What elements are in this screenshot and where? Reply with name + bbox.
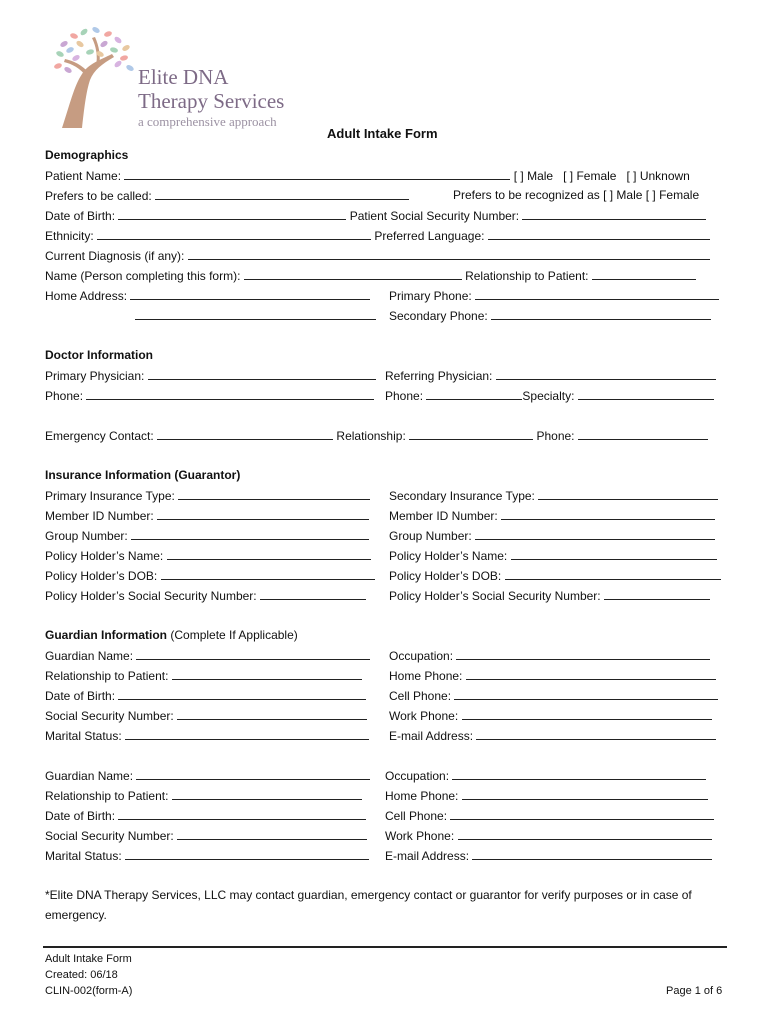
patient-name-input[interactable] [124,168,510,180]
g1-label: Relationship to Patient: [45,669,169,683]
doctor-heading: Doctor Information [45,348,153,362]
ethnicity-input[interactable] [97,228,371,240]
logo-tree-icon [52,24,136,130]
logo-name-line1: Elite DNA [138,65,229,89]
relationship-input[interactable] [592,268,696,280]
emergency-row [45,428,708,444]
primary-physician-label: Primary Physician: [45,369,145,383]
primary-phone-input[interactable] [475,288,719,300]
prefers-recognized[interactable]: Prefers to be recognized as [ ] Male [ ] Female [453,188,700,202]
g2-label: Date of Birth: [45,809,116,823]
ssn-label: Patient Social Security Number: [349,209,520,223]
ins-input[interactable] [604,588,710,600]
g1-label: Date of Birth: [45,689,116,703]
ins-label: Policy Holder’s DOB: [45,569,158,583]
ins-label: Policy Holder’s Name: [389,549,508,563]
ins-label: Secondary Insurance Type: [389,489,535,503]
g1-label: Marital Status: [45,729,122,743]
g1-input[interactable] [125,728,369,740]
secondary-phone-row [389,308,711,324]
note-line1: *Elite DNA Therapy Services, LLC may contact guardian, emergency contact or guarantor for verify purposes or in case of [45,888,692,902]
doctor-phone-input[interactable] [86,388,374,400]
guardian-heading-note: (Complete If Applicable) [170,628,298,642]
ins-right-3 [389,548,717,564]
dob-row [45,208,706,224]
g1-right-2 [389,688,718,704]
g2-left-4 [45,848,369,864]
completing-row [45,268,696,284]
ins-label: Member ID Number: [389,509,498,523]
g1-left-1 [45,668,362,684]
ins-input[interactable] [475,528,715,540]
language-label: Preferred Language: [374,229,485,243]
ins-left-5 [45,588,366,604]
doctor-phone-row [45,388,374,404]
note-line2: emergency. [45,908,107,922]
home-address-input-line2[interactable] [135,308,376,320]
home-address-input[interactable] [130,288,370,300]
language-input[interactable] [488,228,710,240]
g2-label: Cell Phone: [385,809,448,823]
emergency-contact-label: Emergency Contact: [45,429,154,443]
ssn-input[interactable] [522,208,706,220]
ins-right-1 [389,508,715,524]
emergency-phone-label: Phone: [536,429,575,443]
primary-phone-row [389,288,719,304]
g2-label: Occupation: [385,769,450,783]
footer-form-name: Adult Intake Form [45,953,132,965]
g1-input[interactable] [177,708,367,720]
g1-label: Social Security Number: [45,709,174,723]
ins-right-0 [389,488,718,504]
emergency-relationship-label: Relationship: [336,429,406,443]
patient-name-row [45,168,690,184]
g2-label: E-mail Address: [385,849,470,863]
g1-label: Home Phone: [389,669,463,683]
prefers-called-input[interactable] [155,188,409,200]
ethnicity-row [45,228,710,244]
emergency-phone-input[interactable] [578,428,708,440]
secondary-phone-input[interactable] [491,308,711,320]
g2-right-4 [385,848,712,864]
prefers-called-row [45,188,409,204]
g2-label: Social Security Number: [45,829,174,843]
logo-tagline: a comprehensive approach [138,114,277,129]
ins-left-2 [45,528,369,544]
ins-label: Policy Holder’s Name: [45,549,164,563]
g2-left-0 [45,768,370,784]
g2-label: Work Phone: [385,829,455,843]
ins-input[interactable] [131,528,369,540]
diagnosis-input[interactable] [188,248,710,260]
home-address-line2 [135,308,376,324]
g2-right-0 [385,768,706,784]
g1-left-3 [45,708,367,724]
dob-label: Date of Birth: [45,209,116,223]
g2-input[interactable] [177,828,367,840]
completing-input[interactable] [244,268,462,280]
ins-input[interactable] [538,488,718,500]
form-title: Adult Intake Form [327,126,438,141]
completing-label: Name (Person completing this form): [45,269,241,283]
prefers-called-label: Prefers to be called: [45,189,152,203]
primary-phone-label: Primary Phone: [389,289,472,303]
male-checkbox[interactable]: [ ] Male [513,169,554,183]
ins-input[interactable] [157,508,369,520]
emergency-contact-input[interactable] [157,428,333,440]
g1-left-0 [45,648,370,664]
g1-input[interactable] [456,648,710,660]
g1-input[interactable] [454,688,718,700]
g2-label: Home Phone: [385,789,459,803]
g1-right-4 [389,728,716,744]
ins-left-3 [45,548,371,564]
g2-input[interactable] [450,808,714,820]
doctor-phone-label: Phone: [45,389,84,403]
referring-physician-row [385,368,716,384]
demographics-heading: Demographics [45,148,129,162]
ins-label: Member ID Number: [45,509,154,523]
ins-input[interactable] [511,548,717,560]
ins-label: Policy Holder’s Social Security Number: [45,589,257,603]
primary-physician-input[interactable] [148,368,376,380]
g1-label: Cell Phone: [389,689,452,703]
guardian-heading-row [45,628,298,643]
g1-label: Occupation: [389,649,454,663]
g2-input[interactable] [136,768,370,780]
g1-label: Guardian Name: [45,649,134,663]
emergency-relationship-input[interactable] [409,428,533,440]
ins-label: Primary Insurance Type: [45,489,175,503]
logo-name-line2: Therapy Services [138,89,285,113]
g1-right-1 [389,668,716,684]
ins-right-5 [389,588,710,604]
referring-phone-row [385,388,714,404]
g1-right-0 [389,648,710,664]
g1-right-3 [389,708,712,724]
specialty-input[interactable] [578,388,714,400]
ins-input[interactable] [161,568,375,580]
g2-right-3 [385,828,712,844]
patient-name-label: Patient Name: [45,169,122,183]
ins-left-1 [45,508,369,524]
ins-right-2 [389,528,715,544]
g2-input[interactable] [458,828,712,840]
footer-page: Page 1 of 6 [666,985,723,997]
footer-code: CLIN-002(form-A) [45,985,133,997]
referring-physician-input[interactable] [496,368,716,380]
ins-right-4 [389,568,721,584]
g2-right-1 [385,788,708,804]
g2-label: Relationship to Patient: [45,789,169,803]
footer-divider [43,946,727,948]
referring-phone-label: Phone: [385,389,424,403]
ins-input[interactable] [178,488,370,500]
ins-left-0 [45,488,370,504]
g2-left-2 [45,808,366,824]
g1-left-2 [45,688,366,704]
ins-input[interactable] [501,508,715,520]
referring-physician-label: Referring Physician: [385,369,493,383]
ins-label: Group Number: [389,529,472,543]
secondary-phone-label: Secondary Phone: [389,309,488,323]
primary-physician-row [45,368,376,384]
ins-input[interactable] [167,548,371,560]
home-address-label: Home Address: [45,289,128,303]
g1-label: Work Phone: [389,709,459,723]
referring-phone-input[interactable] [426,388,522,400]
g1-input[interactable] [118,688,366,700]
female-checkbox[interactable]: [ ] Female [563,169,617,183]
g1-input[interactable] [466,668,716,680]
ethnicity-label: Ethnicity: [45,229,94,243]
specialty-label: Specialty: [522,389,575,403]
g2-input[interactable] [462,788,708,800]
g2-left-1 [45,788,362,804]
g2-input[interactable] [172,788,362,800]
g2-label: Guardian Name: [45,769,134,783]
ins-input[interactable] [505,568,721,580]
ins-left-4 [45,568,375,584]
ins-label: Policy Holder’s DOB: [389,569,502,583]
g1-input[interactable] [476,728,716,740]
guardian-heading: Guardian Information [45,628,168,642]
g1-input[interactable] [462,708,712,720]
g2-label: Marital Status: [45,849,122,863]
g2-input[interactable] [118,808,366,820]
relationship-label: Relationship to Patient: [465,269,589,283]
footer-created: Created: 06/18 [45,969,118,981]
g1-input[interactable] [172,668,362,680]
ins-input[interactable] [260,588,366,600]
g2-left-3 [45,828,367,844]
g1-input[interactable] [136,648,370,660]
diagnosis-label: Current Diagnosis (if any): [45,249,185,263]
g2-input[interactable] [125,848,369,860]
g2-input[interactable] [452,768,706,780]
g2-input[interactable] [472,848,712,860]
dob-input[interactable] [118,208,346,220]
home-address-row [45,288,370,304]
ins-label: Group Number: [45,529,128,543]
insurance-heading: Insurance Information (Guarantor) [45,468,241,482]
g1-left-4 [45,728,369,744]
ins-label: Policy Holder’s Social Security Number: [389,589,601,603]
diagnosis-row [45,248,710,264]
g2-right-2 [385,808,714,824]
g1-label: E-mail Address: [389,729,474,743]
unknown-checkbox[interactable]: [ ] Unknown [626,169,690,183]
